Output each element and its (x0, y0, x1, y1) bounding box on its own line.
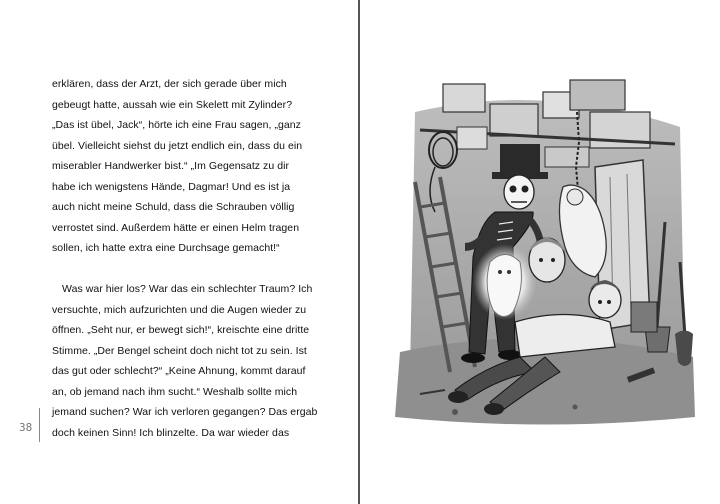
skull (504, 175, 534, 209)
text-line: sollen, ich hatte extra eine Durchsage gemacht!“ (52, 242, 280, 254)
body-text (52, 74, 352, 443)
text-line: versuchte, mich aufzurichten und die Augen wieder zu (52, 303, 307, 316)
text-line: miserabler Handwerker bist.“ „Im Gegensatz zu dir (52, 160, 290, 172)
text-line: erklären, dass der Arzt, der sich gerade über mich (52, 78, 287, 90)
box-shape (545, 147, 589, 167)
text-line: Was war hier los? War das ein schlechter Traum? Ich (62, 283, 313, 295)
box-shape (570, 80, 625, 110)
page-number-rule (39, 408, 40, 442)
left-page (0, 0, 358, 504)
text-line: öffnen. „Seht nur, er bewegt sich!“, kreischte eine dritte (52, 324, 310, 336)
skull-eye (522, 186, 529, 193)
text-line: habe ich wenigstens Hände, Dagmar! Und es ist ja (52, 180, 291, 193)
page-number: 38 (19, 421, 33, 434)
text-line: auch nicht meine Schuld, dass die Schrauben völlig (52, 201, 295, 213)
woman-eye (551, 258, 555, 262)
text-line: das gut oder schlecht?“ „Keine Ahnung, kommt darauf (52, 365, 306, 377)
top-hat (500, 144, 540, 174)
text-line: doch keinen Sinn! Ich blinzelte. Da war wieder das (52, 426, 290, 439)
ghost-head (567, 189, 583, 205)
text-line: an, ob jemand nach ihm sucht.“ Weshalb sollte mich (52, 385, 298, 398)
ghost-eye (507, 270, 511, 274)
ghost-eye (498, 270, 502, 274)
text-line: „Das ist übel, Jack“, hörte ich eine Frau sagen, „ganz (52, 119, 301, 131)
boy-eye (607, 300, 611, 304)
text-line: übel. Vielleicht siehst du jetzt endlich ein, dass du ein (52, 139, 303, 152)
bucket (631, 302, 657, 332)
text-line: gebeugt hatte, aussah wie ein Skelett mit Zylinder? (52, 98, 293, 111)
paragraph-gap (52, 259, 352, 280)
screw (452, 409, 458, 415)
boy-shoe (484, 403, 504, 415)
boy-eye (598, 300, 602, 304)
text-line: jemand suchen? War ich verloren gegangen? Das ergab (52, 406, 318, 418)
text-line: Stimme. „Der Bengel scheint doch nicht tot zu sein. Ist (52, 344, 307, 357)
skeleton-shoe (461, 353, 485, 363)
text-line: verrostet sind. Außerdem hätte er einen Helm tragen (52, 221, 300, 234)
skull-eye (510, 186, 517, 193)
box-shape (457, 127, 487, 149)
illustration (395, 72, 695, 427)
box-shape (490, 104, 538, 136)
screw (573, 405, 578, 410)
box-shape (443, 84, 485, 112)
woman-eye (539, 258, 543, 262)
boy-shoe (448, 391, 468, 403)
